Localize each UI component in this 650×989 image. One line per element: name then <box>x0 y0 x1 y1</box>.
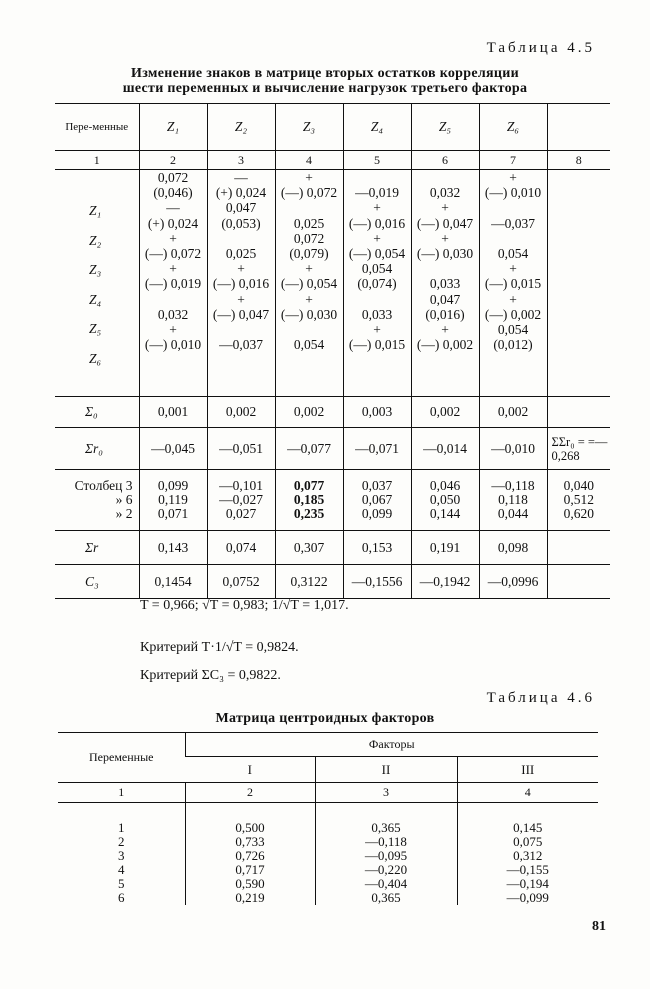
sumr0-cell: —0,071 <box>343 428 411 470</box>
sum0-row <box>55 397 610 428</box>
variable-numbers: 1 2 3 4 5 6 <box>118 820 125 905</box>
factor-II-values: 0,365 —0,118 —0,095 —0,220 —0,404 0,365 <box>315 803 457 906</box>
column-number-row <box>58 783 598 803</box>
sumr0-row <box>55 428 610 470</box>
factor-name: I <box>247 761 252 777</box>
sumr0-cell: —0,045 <box>139 428 207 470</box>
sumr0-label: Σr₀ <box>55 428 139 470</box>
table-4-5-caption-line2: шести переменных и вычисление нагрузок третьего фактора <box>122 81 528 96</box>
header-cell: Z₁ <box>139 104 207 151</box>
matrix-row-labels <box>55 170 139 397</box>
col-number: 8 <box>547 151 610 170</box>
c3-cell: 0,3122 <box>275 565 343 599</box>
c3-cell: —0,0996 <box>479 565 547 599</box>
sum0-cell: 0,002 <box>275 397 343 428</box>
c3-label: C₃ <box>55 565 139 599</box>
col-number: 2 <box>185 783 315 803</box>
sumr-cell: 0,307 <box>275 531 343 565</box>
sumr-cell-empty <box>547 531 610 565</box>
factor-data-row <box>58 803 598 906</box>
row-label: Z₂ <box>89 232 102 248</box>
factor-I-values: 0,500 0,733 0,726 0,717 0,590 0,219 <box>185 803 315 906</box>
sum0-label: Σ₀ <box>55 397 139 428</box>
matrix-cell: + (—) 0,010 —0,037 0,054 + (—) 0,015 + (—) 0,002 0,054 (0,012) <box>479 170 547 397</box>
row-label: Z₅ <box>89 321 102 336</box>
table-4-6-caption: Матрица центроидных факторов <box>215 711 435 726</box>
sumr-cell: 0,074 <box>207 531 275 565</box>
factor-III-values: 0,145 0,075 0,312 —0,155 —0,194 —0,099 <box>457 803 598 906</box>
formula-criterion-t: Критерий T·1/√T = 0,9824. <box>140 640 299 655</box>
sum0-cell: 0,002 <box>207 397 275 428</box>
stolbets-cell: —0,118 0,118 0,044 <box>479 470 547 531</box>
row-label: Z₃ <box>89 262 102 277</box>
col-number: 4 <box>275 151 343 170</box>
col-number: 3 <box>315 783 457 803</box>
variables-header: Переменные <box>89 750 154 764</box>
col-number: 1 <box>55 151 139 170</box>
formula-t: T = 0,966; √T = 0,983; 1/√T = 1,017. <box>140 598 349 613</box>
c3-cell-empty <box>547 565 610 599</box>
factors-header: Факторы <box>185 733 598 757</box>
row-label: Z₆ <box>89 350 102 366</box>
sumr-cell: 0,143 <box>139 531 207 565</box>
formula-criterion-c3: Критерий ΣC₃ = 0,9822. <box>140 668 281 683</box>
sumr-row <box>55 531 610 565</box>
sum0-cell-empty <box>547 397 610 428</box>
c3-cell: 0,0752 <box>207 565 275 599</box>
matrix-cell: — (+) 0,024 0,047 (0,053) 0,025 + (—) 0,016 + (—) 0,047 —0,037 <box>207 170 275 397</box>
stolbets-cell: 0,037 0,067 0,099 <box>343 470 411 531</box>
stolbets-cell: 0,040 0,512 0,620 <box>547 470 610 531</box>
header-cell: Z₅ <box>411 104 479 151</box>
factor-name: III <box>457 757 598 783</box>
header-cell: Z₂ <box>207 104 275 151</box>
header-row <box>55 104 610 151</box>
matrix-cell: 0,072 (0,046) — (+) 0,024 + (—) 0,072 + (—) 0,019 0,032 + (—) 0,010 <box>139 170 207 397</box>
sumr0-cell: —0,010 <box>479 428 547 470</box>
sum0-cell: 0,002 <box>411 397 479 428</box>
table-4-5-label: Таблица 4.5 <box>486 40 595 56</box>
matrix-cell: 0,032 + (—) 0,047 + (—) 0,030 0,033 0,047 (0,016) + (—) 0,002 <box>411 170 479 397</box>
table-4-5-caption-line1: Изменение знаков в матрице вторых остатков корреляции <box>131 66 519 81</box>
column-number-row <box>55 151 610 170</box>
c3-cell: 0,1454 <box>139 565 207 599</box>
header-cell: Z₃ <box>275 104 343 151</box>
factor-name: II <box>315 757 457 783</box>
header-cell: Z₆ <box>479 104 547 151</box>
matrix-row <box>55 170 610 397</box>
header-cell: Z₄ <box>343 104 411 151</box>
stolbets-cell: 0,077 0,185 0,235 <box>275 470 343 531</box>
c3-row <box>55 565 610 599</box>
sumr-cell: 0,153 <box>343 531 411 565</box>
sumr0-cell: —0,077 <box>275 428 343 470</box>
sumr-cell: 0,191 <box>411 531 479 565</box>
col-number: 7 <box>479 151 547 170</box>
sum0-cell: 0,003 <box>343 397 411 428</box>
row-label: Z₁ <box>89 203 102 218</box>
sumr-cell: 0,098 <box>479 531 547 565</box>
sum0-cell: 0,002 <box>479 397 547 428</box>
sumr-label: Σr <box>55 531 139 565</box>
table-4-5 <box>55 103 610 599</box>
c3-cell: —0,1942 <box>411 565 479 599</box>
stolbets-labels: Столбец 3 » 6 » 2 <box>55 470 139 531</box>
header-cell <box>547 104 610 151</box>
stolbets-row <box>55 470 610 531</box>
col-number: 2 <box>139 151 207 170</box>
sumr0-cell: —0,051 <box>207 428 275 470</box>
table-4-6-label: Таблица 4.6 <box>486 690 595 706</box>
sumr0-cell: —0,014 <box>411 428 479 470</box>
stolbets-cell: —0,101 —0,027 0,027 <box>207 470 275 531</box>
col-number: 4 <box>457 783 598 803</box>
c3-cell: —0,1556 <box>343 565 411 599</box>
sumr0-total: ΣΣr₀ = =—0,268 <box>547 428 610 470</box>
col-number: 1 <box>118 785 125 799</box>
table-4-6 <box>58 732 598 905</box>
stolbets-cell: 0,046 0,050 0,144 <box>411 470 479 531</box>
matrix-cell: —0,019 + (—) 0,016 + (—) 0,054 0,054 (0,074) 0,033 + (—) 0,015 <box>343 170 411 397</box>
stolbets-cell: 0,099 0,119 0,071 <box>139 470 207 531</box>
matrix-cell-empty <box>547 170 610 397</box>
page-number: 81 <box>592 919 606 934</box>
row-label: Z₄ <box>89 291 102 307</box>
col-number: 5 <box>343 151 411 170</box>
col-number: 3 <box>207 151 275 170</box>
col-number: 6 <box>411 151 479 170</box>
sum0-cell: 0,001 <box>139 397 207 428</box>
header-cell: Пере-менные <box>55 104 139 151</box>
matrix-cell: + (—) 0,072 0,025 0,072 (0,079) + (—) 0,054 + (—) 0,030 0,054 <box>275 170 343 397</box>
